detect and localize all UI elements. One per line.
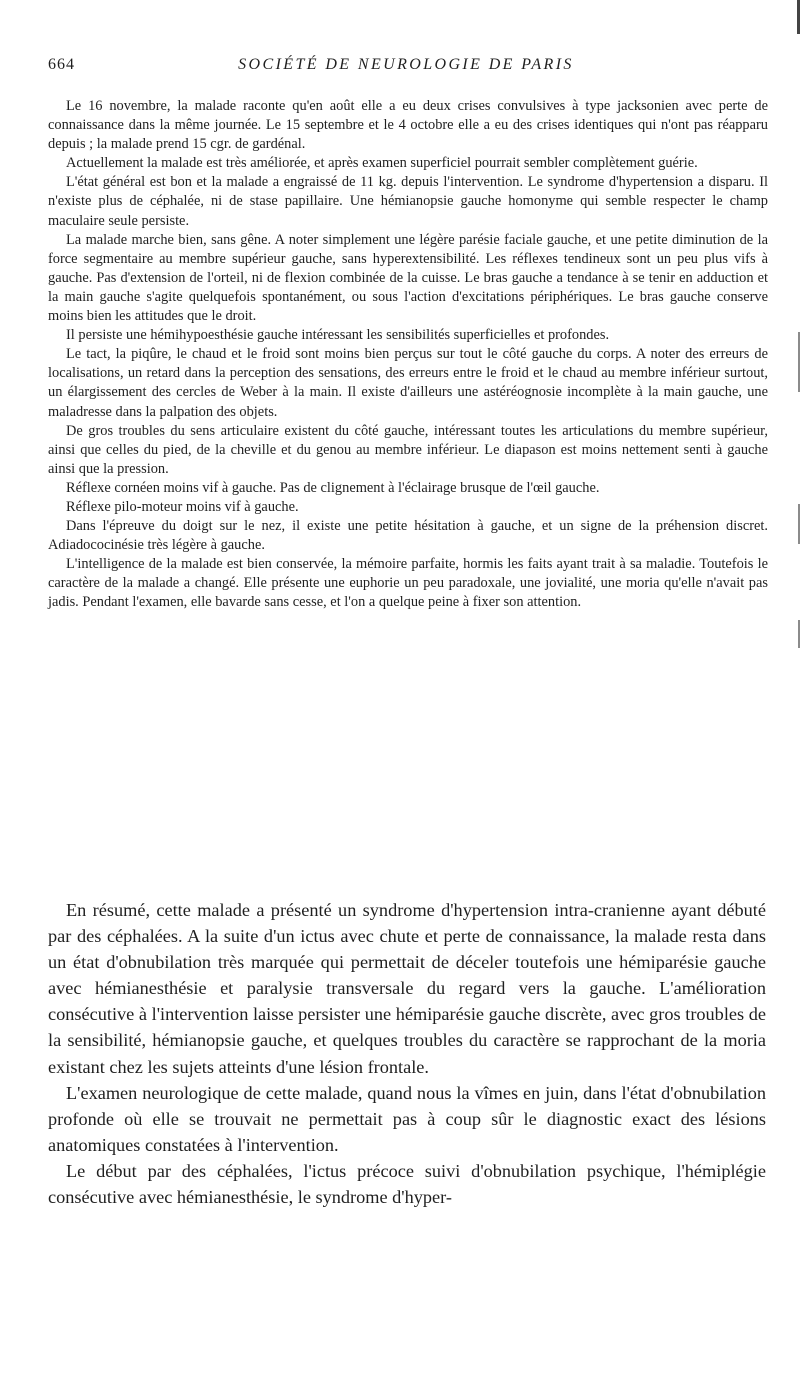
paragraph: Réflexe cornéen moins vif à gauche. Pas de clignement à l'éclairage brusque de l'œil gauche. — [66, 479, 600, 496]
paragraph: En résumé, cette malade a présenté un syndrome d'hypertension intra-cranienne ayant débuté par des céphalées. A la suite d'un ictus avec chute et perte de connaissance, la malade resta dans un état d'obnubilation très marquée qui permettait de déceler toutefois une hémiparésie gauche avec hémianesthésie et paralysie transversale du regard vers la gauche. L'amélioration consécutive à l'intervention laisse persister une hémiparésie gauche discrète, avec gros troubles de la sensibilité, hémianopsie gauche, et quelques troubles du caractère se rapprochant de la moria existant chez les sujets atteints d'une lésion frontale. — [48, 900, 766, 1077]
paragraph: Réflexe pilo-moteur moins vif à gauche. — [66, 498, 299, 515]
paragraph: Le début par des céphalées, l'ictus précoce suivi d'obnubilation psychique, l'hémiplégie consécutive avec hémianesthésie, le syndrome d'hyper- — [48, 1160, 766, 1208]
paragraph: Actuellement la malade est très améliorée, et après examen superficiel pourrait sembler complètement guérie. — [66, 155, 698, 172]
paragraph: L'examen neurologique de cette malade, quand nous la vîmes en juin, dans l'état d'obnubilation profonde où elle se trouvait ne permettait pas à coup sûr le diagnostic exact des lésions anatomiques constatées à l'intervention. — [48, 1082, 766, 1155]
paragraph: Dans l'épreuve du doigt sur le nez, il existe une petite hésitation à gauche, et un signe de la préhension discret. Adiadococinésie très légère à gauche. — [48, 518, 768, 554]
paragraph: Le 16 novembre, la malade raconte qu'en août elle a eu deux crises convulsives à type jacksonien avec perte de connaissance dans la même journée. Le 15 septembre et le 4 octobre elle a eu des crises identiques qui n'ont pas réapparu depuis ; la malade prend 15 cgr. de gardénal. — [48, 98, 768, 153]
page-header — [48, 56, 764, 80]
paragraph: De gros troubles du sens articulaire existent du côté gauche, intéressant toutes les articulations du membre supérieur, ainsi que celles du pied, de la cheville et du genou au membre inférieur. Le diapason est moins nettement senti à gauche ainsi que la pression. — [48, 422, 768, 477]
paragraph: Le tact, la piqûre, le chaud et le froid sont moins bien perçus sur tout le côté gauche du corps. A noter des erreurs de localisations, un retard dans la perception des sensations, des erreurs entre le froid et le chaud au membre inférieur surtout, un élargissement des cercles de Weber à la main. Il existe d'ailleurs une astéréognosie incomplète à la main gauche, une maladresse dans la palpation des objets. — [48, 346, 768, 420]
paragraph: La malade marche bien, sans gêne. A noter simplement une légère parésie faciale gauche, et une petite diminution de la force segmentaire au membre supérieur gauche, sans hyperextensibilité. Les réflexes tendineux sont un peu plus vifs à gauche. Pas d'extension de l'orteil, ni de flexion combinée de la cuisse. Le bras gauche a tendance à se tenir en adduction et la main gauche s'agite quelquefois spontanément, ou sous l'action d'excitations périphériques. Le bras gauche conserve moins bien les attitudes que le droit. — [48, 231, 768, 325]
paragraph: Il persiste une hémihypoesthésie gauche intéressant les sensibilités superficielles et profondes. — [66, 327, 610, 344]
summary-section — [48, 897, 766, 1210]
running-title: SOCIÉTÉ DE NEUROLOGIE DE PARIS — [238, 56, 574, 73]
case-details-section — [48, 97, 768, 613]
page-number: 664 — [48, 56, 75, 73]
paragraph: L'intelligence de la malade est bien conservée, la mémoire parfaite, hormis les faits ayant trait à sa maladie. Toutefois le caractère de la malade a changé. Elle présente une euphorie un peu paradoxale, une jovialité, une moria qu'elle n'avait pas jadis. Pendant l'examen, elle bavarde sans cesse, et l'on a quelque peine à fixer son attention. — [48, 556, 768, 611]
paragraph: L'état général est bon et la malade a engraissé de 11 kg. depuis l'intervention. Le syndrome d'hypertension a disparu. Il n'existe plus de céphalée, ni de stase papillaire. Une hémianopsie gauche homonyme qui semble respecter le champ maculaire seule persiste. — [48, 174, 768, 229]
